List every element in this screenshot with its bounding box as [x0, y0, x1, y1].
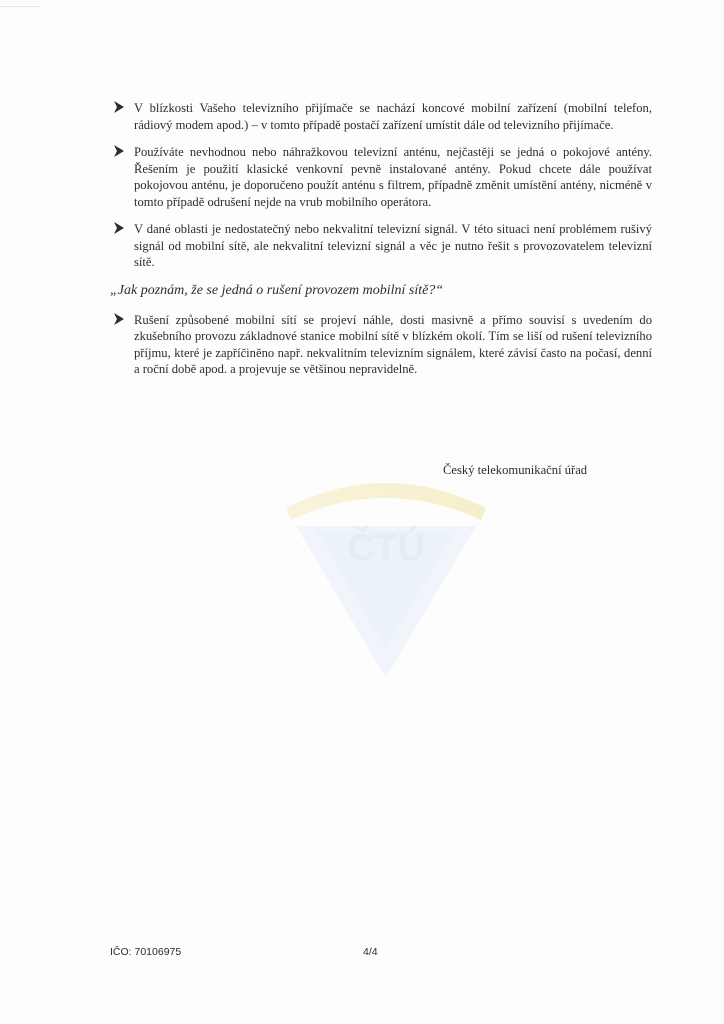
bullet-item: [112, 144, 652, 210]
bullet-item: [112, 312, 652, 378]
footer-ico: IČO: 70106975: [110, 946, 182, 958]
arrow-bullet-icon: [114, 222, 124, 234]
bullet-item: [112, 221, 652, 271]
page-number: 4/4: [363, 946, 378, 958]
scan-edge-line: [0, 6, 40, 7]
arrow-bullet-icon: [114, 313, 124, 325]
bullet-text: V blízkosti Vašeho televizního přijímače se nachází koncové mobilní zařízení (mobilní telefon, rádiový modem apod.) – v tomto případě postačí zařízení umístit dále od televizního přijímače.: [134, 101, 652, 132]
bullet-text: V dané oblasti je nedostatečný nebo nekvalitní televizní signál. V této situaci není problémem rušivý signál od mobilní sítě, ale nekvalitní televizní signál a věc je nutno řešit s provozovatelem televizní sítě.: [134, 222, 652, 269]
bullet-text: Rušení způsobené mobilní sítí se projeví náhle, dosti masivně a přímo souvisí s uvedením do zkušebního provozu základnové stanice mobilní sítě v blízkém okolí. Tím se liší od rušení televizního příjmu, které je zapříčiněno např. nekvalitním televizním signálem, které závisí často na počasí, denní a roční době apod. a projevuje se většinou nepravidelně.: [134, 312, 652, 376]
question-heading: „Jak poznám, že se jedná o rušení provozem mobilní sítě?“: [110, 282, 444, 298]
bullet-item: [112, 100, 652, 133]
arrow-bullet-icon: [114, 145, 124, 157]
arrow-bullet-icon: [114, 101, 124, 113]
signature-authority: Český telekomunikační úřad: [443, 463, 588, 477]
watermark-text: ČTÚ: [346, 527, 426, 569]
bullet-text: Používáte nevhodnou nebo náhražkovou televizní anténu, nejčastěji se jedná o pokojové antény. Řešením je použití klasické venkovní pevně instalované antény. Pokud chcete dále používat pokojovou anténu, je doporučeno použít anténu s filtrem, případně změnit umístění antény, nicméně v tomto případě odrušení nejde na vrub mobilního operátora.: [134, 145, 652, 209]
document-body: [112, 100, 652, 389]
ctu-watermark-logo: [276, 468, 496, 688]
